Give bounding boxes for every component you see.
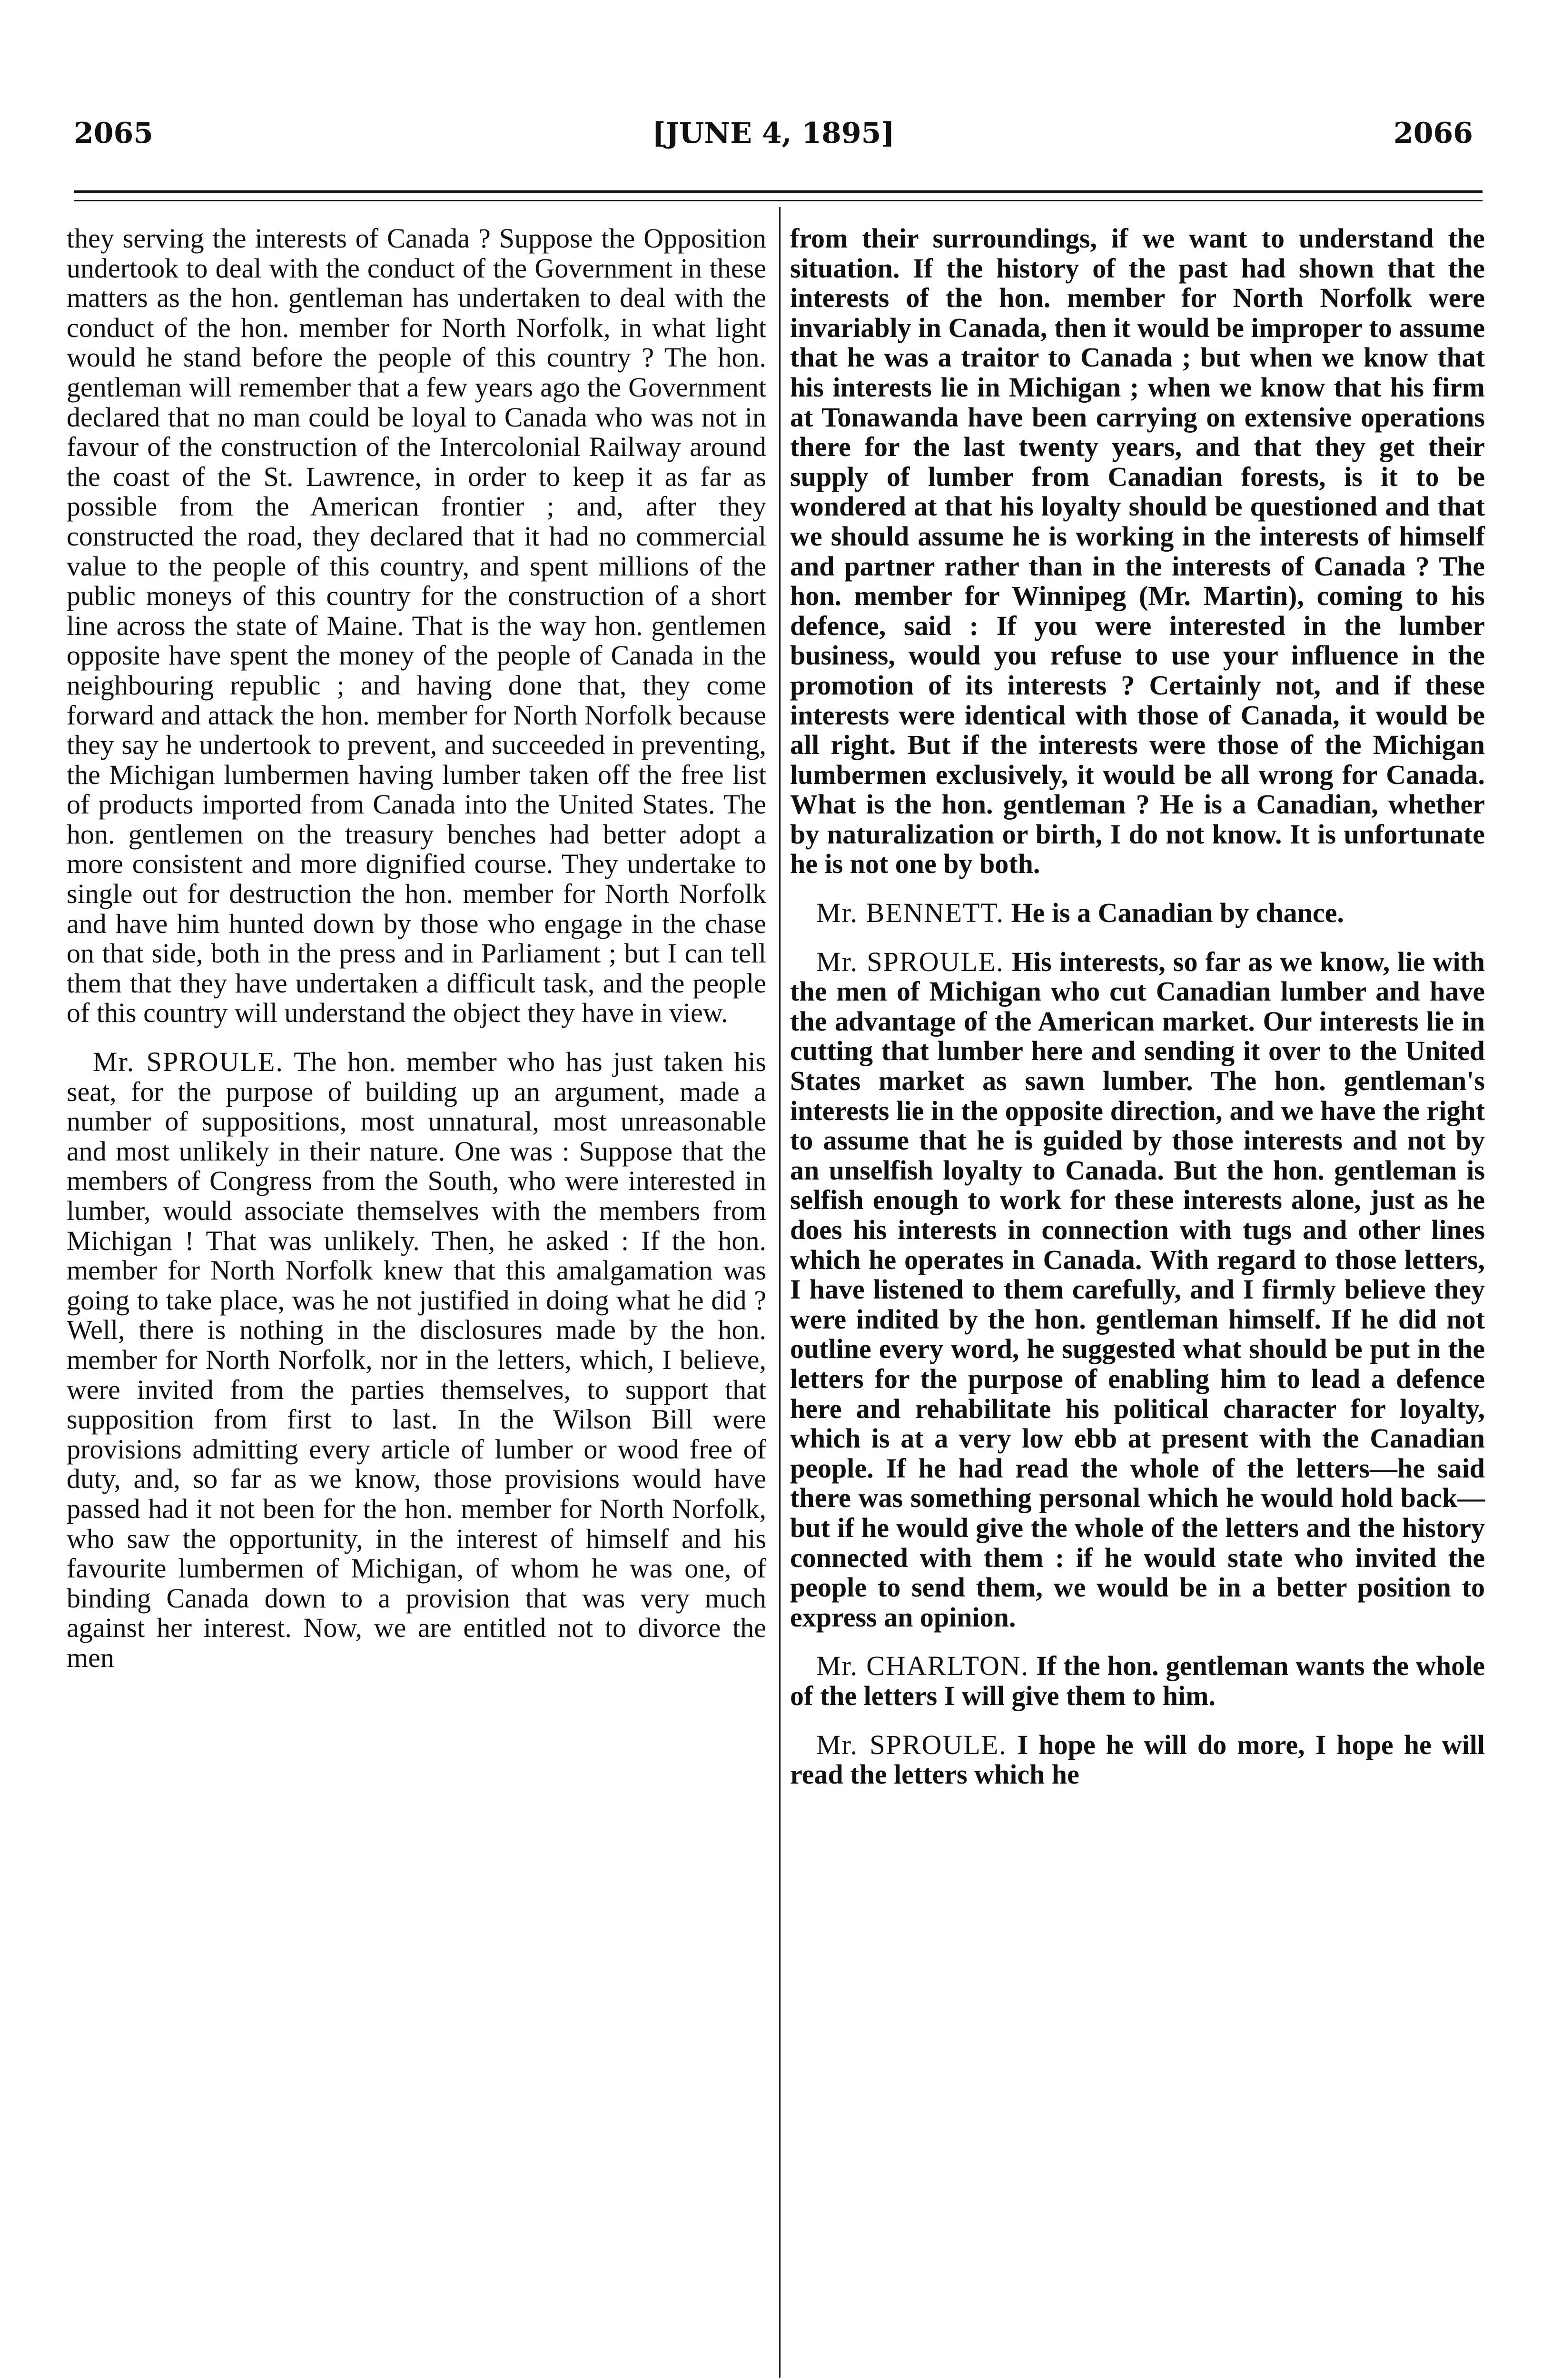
paragraph-text: He is a Canadian by chance. bbox=[1011, 897, 1344, 929]
page-header bbox=[74, 117, 1473, 159]
speaker-name: Mr. SPROULE. bbox=[93, 1046, 284, 1078]
speaker-name: Mr. SPROULE. bbox=[816, 1729, 1007, 1760]
right-page-number: 2066 bbox=[1394, 117, 1473, 150]
column-divider bbox=[779, 207, 781, 2378]
paragraph bbox=[790, 1730, 1485, 1790]
left-page-number: 2065 bbox=[74, 117, 153, 150]
paragraph bbox=[67, 224, 766, 1028]
header-rule-thin bbox=[74, 200, 1483, 201]
speaker-name: Mr. CHARLTON. bbox=[816, 1650, 1029, 1682]
paragraph-text: The hon. member who has just taken his seat, for the purpose of building up an argument, made a number of suppositions, most unnatural, most unreasonable and most unlikely in their nature. One was : Suppose that the members of Congress from the South, who were interested in lumber, would associate themselves with the members from Michigan ! That was unlikely. Then, he asked : If the hon. member for North Norfolk knew that this amalgamation was going to take place, was he not justified in doing what he did ? Well, there is nothing in the disclosures made by the hon. member for North Norfolk, nor in the letters, which, I believe, were invited from the parties themselves, to support that supposition from first to last. In the Wilson Bill were provisions admitting every article of lumber or wood free of duty, and, so far as we know, those provisions would have passed had it not been for the hon. member for North Norfolk, who saw the opportunity, in the interest of himself and his favourite lumbermen of Michigan, of whom he was one, of binding Canada down to a provision that was very much against her interest. Now, we are entitled not to divorce the men bbox=[67, 1046, 766, 1673]
paragraph bbox=[67, 1047, 766, 1673]
paragraph-text: If the hon. gentleman wants the whole of the letters I will give them to him. bbox=[790, 1650, 1485, 1711]
speaker-name: Mr. SPROULE. bbox=[816, 946, 1004, 977]
paragraph-text: from their surroundings, if we want to understand the situation. If the history of the past had shown that the interests of the hon. member for North Norfolk were invariably in Canada, then it would be improper to assume that he was a traitor to Canada ; but when we know that his interests lie in Michigan ; when we know that his firm at Tonawanda have been carrying on extensive operations there for the last twenty years, and that they get their supply of lumber from Canadian forests, is it to be wondered at that his loyalty should be questioned and that we should assume he is working in the interests of himself and partner rather than in the interests of Canada ? The hon. member for Winnipeg (Mr. Martin), coming to his defence, said : If you were interested in the lumber business, would you refuse to use your influence in the promotion of its interests ? Certainly not, and if these interests were identical with those of Canada, it would be all right. But if the interests were those of the Michigan lumbermen exclusively, it would be all wrong for Canada. What is the hon. gentleman ? He is a Canadian, whether by naturalization or birth, I do not know. It is unfortunate he is not one by both. bbox=[790, 223, 1485, 880]
paragraph bbox=[790, 898, 1485, 928]
paragraph bbox=[790, 1651, 1485, 1711]
paragraph bbox=[790, 224, 1485, 879]
paragraph-text: I hope he will do more, I hope he will read the letters which he bbox=[790, 1729, 1485, 1790]
paragraph-text: His interests, so far as we know, lie with the men of Michigan who cut Canadian lumber and have the advantage of the American market. Our interests lie in cutting that lumber here and sending it over to the United States market as sawn lumber. The hon. gentleman's interests lie in the opposite direction, and we have the right to assume that he is guided by those interests and not by an unselfish loyalty to Canada. But the hon. gentleman is selfish enough to work for these interests alone, just as he does his interests in connection with tugs and other lines which he operates in Canada. With regard to those letters, I have listened to them carefully, and I firmly believe they were indited by the hon. gentleman himself. If he did not outline every word, he suggested what should be put in the letters for the purpose of enabling him to lead a defence here and rehabilitate his political character for loyalty, which is at a very low ebb at present with the Canadian people. If he had read the whole of the letters—he said there was something personal which he would hold back—but if he would give the whole of the letters and the history connected with them : if he would state who invited the people to send them, we would be in a better position to express an opinion. bbox=[790, 946, 1485, 1633]
header-rule-thick bbox=[74, 190, 1483, 193]
speaker-name: Mr. BENNETT. bbox=[816, 897, 1005, 929]
left-column bbox=[67, 224, 766, 1673]
paragraph-text: they serving the interests of Canada ? Suppose the Opposition undertook to deal with the conduct of the Government in these matters as the hon. gentleman has undertaken to deal with the conduct of the hon. member for North Norfolk, in what light would he stand before the people of this country ? The hon. gentleman will remember that a few years ago the Government declared that no man could be loyal to Canada who was not in favour of the construction of the Intercolonial Railway around the coast of the St. Lawrence, in order to keep it as far as possible from the American frontier ; and, after they constructed the road, they declared that it had no commercial value to the people of this country, and spent millions of the public moneys of this country for the construction of a short line across the state of Maine. That is the way hon. gentlemen opposite have spent the money of the people of Canada in the neighbouring republic ; and having done that, they come forward and attack the hon. member for North Norfolk because they say he undertook to prevent, and succeeded in preventing, the Michigan lumbermen having lumber taken off the free list of products imported from Canada into the United States. The hon. gentlemen on the treasury benches had better adopt a more consistent and more dignified course. They undertake to single out for destruction the hon. member for North Norfolk and have him hunted down by those who engage in the chase on that side, both in the press and in Parliament ; but I can tell them that they have undertaken a difficult task, and the people of this country will understand the object they have in view. bbox=[67, 223, 766, 1029]
right-column bbox=[790, 224, 1485, 1790]
paragraph bbox=[790, 947, 1485, 1633]
header-date: [JUNE 4, 1895] bbox=[652, 117, 895, 150]
